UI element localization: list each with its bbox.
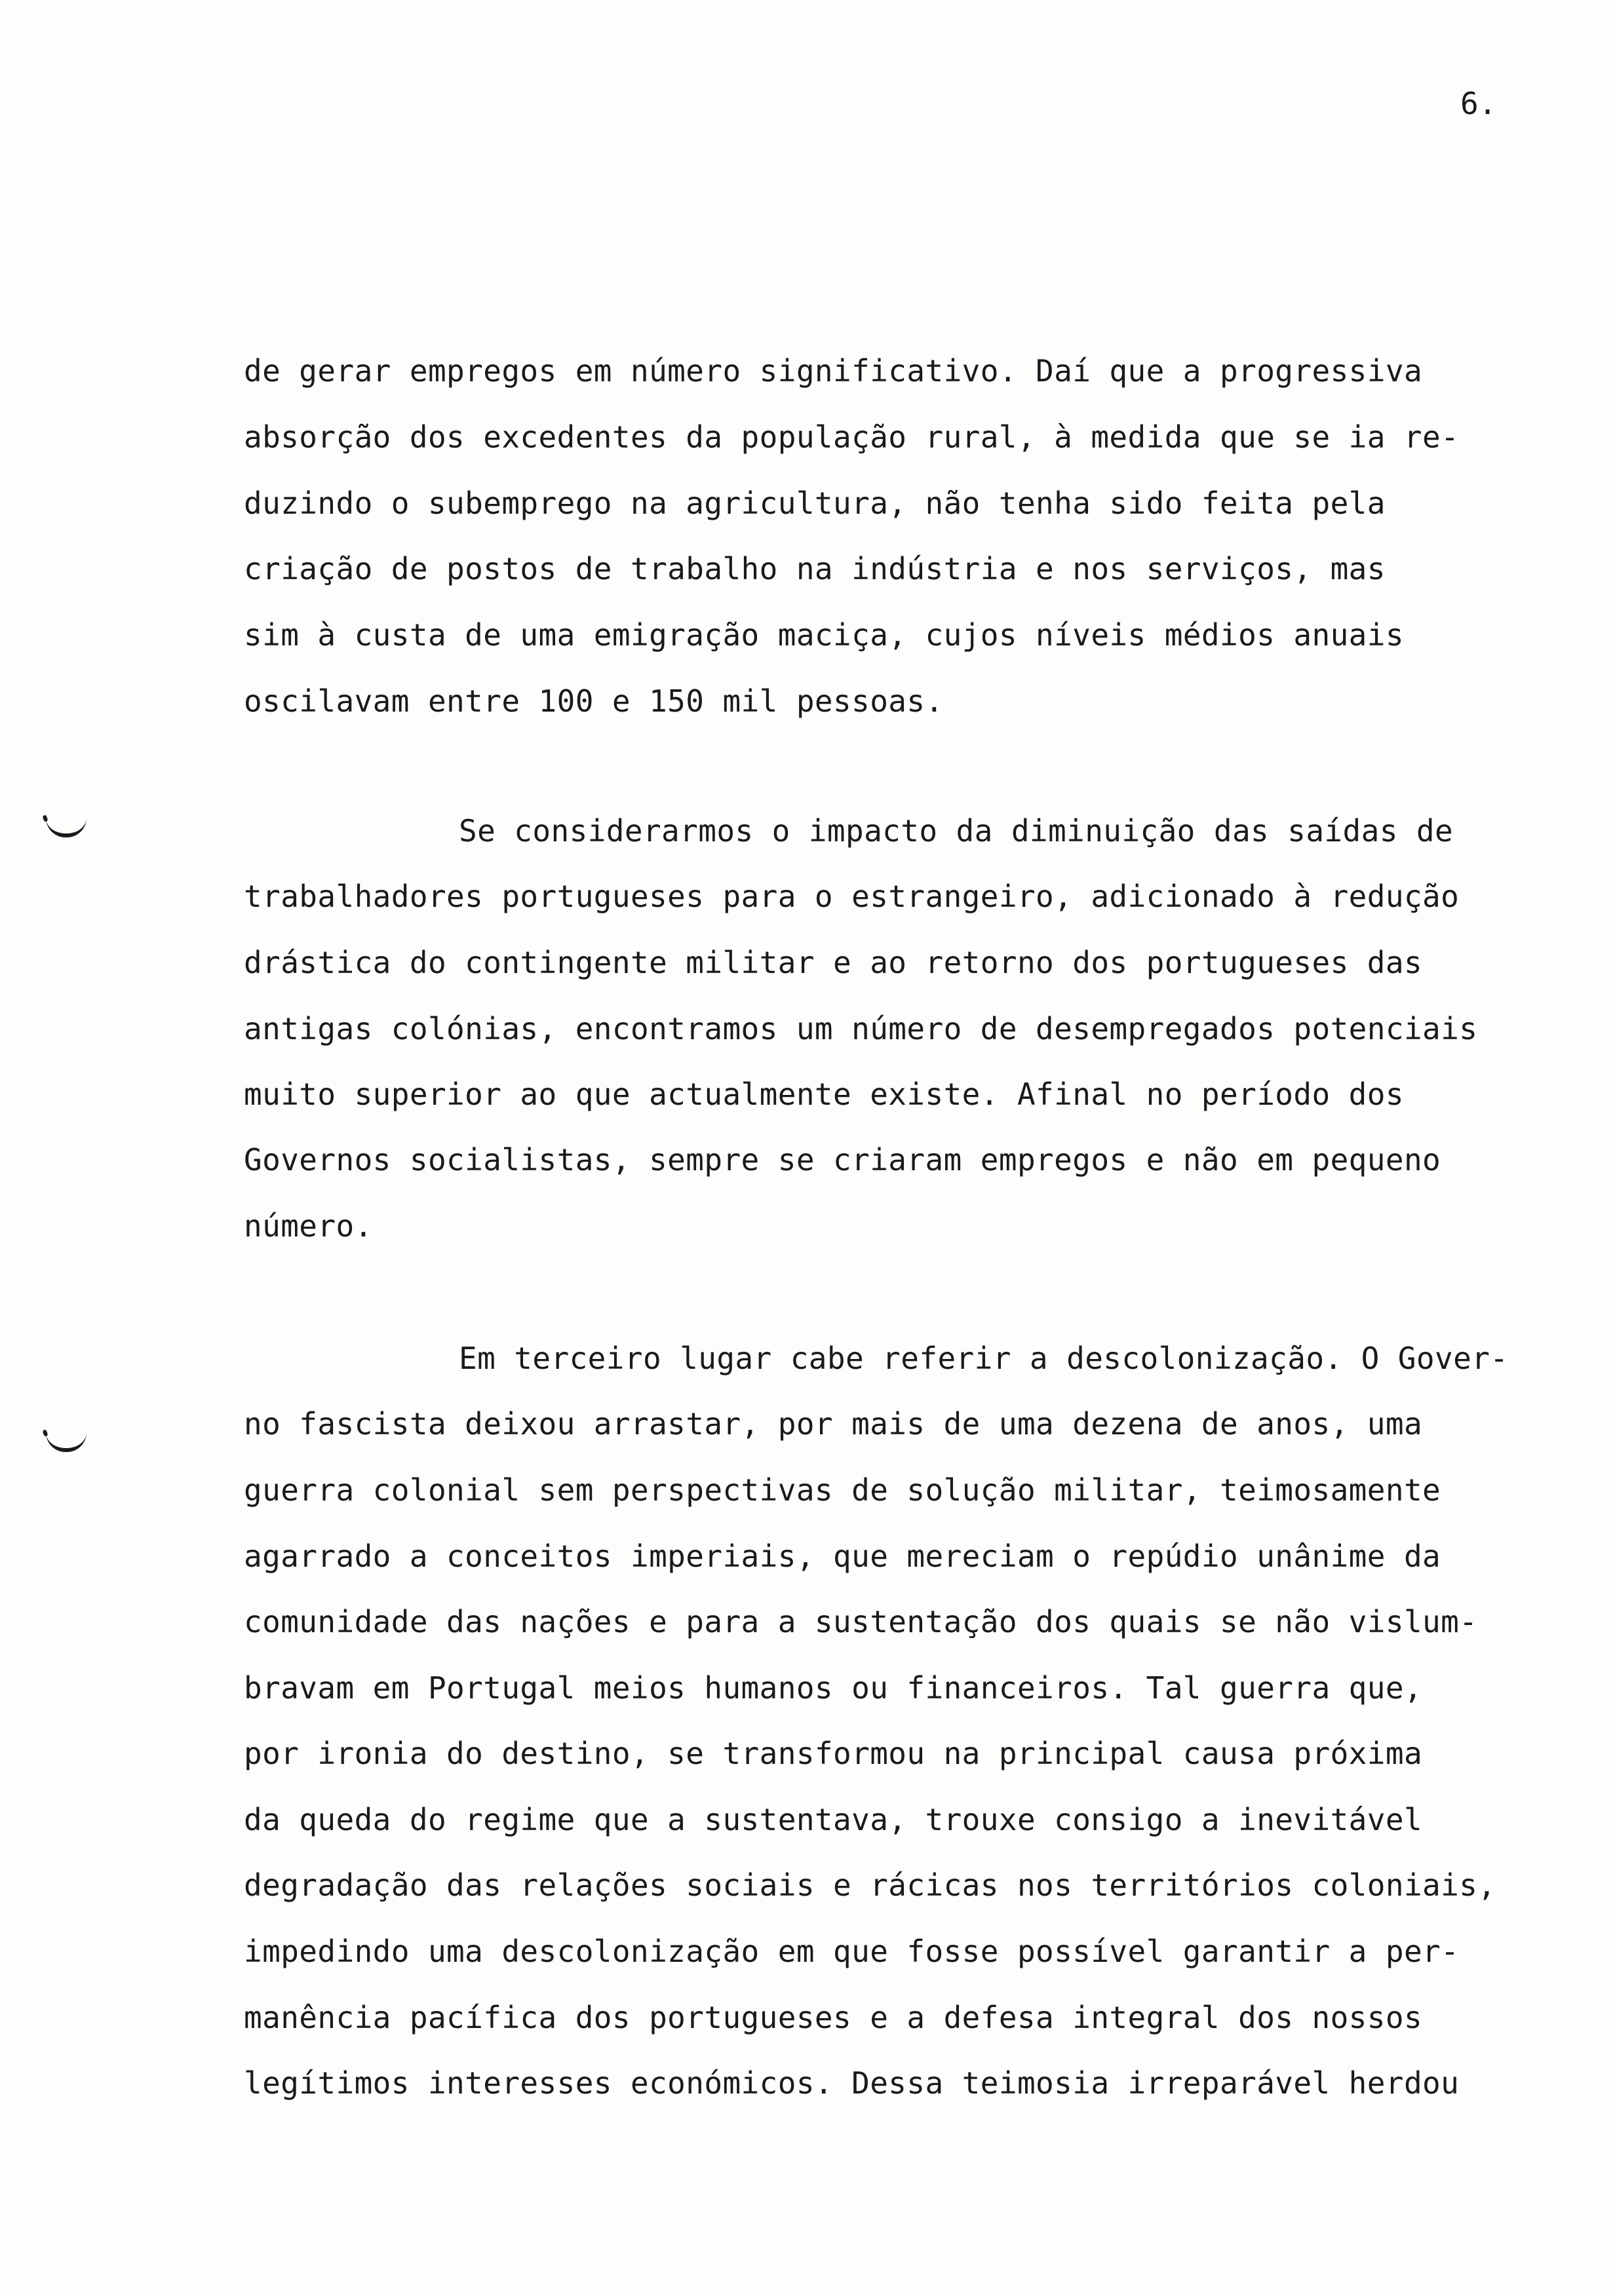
paragraph-2-line-2: trabalhadores portugueses para o estrangeiro, adicionado à redução bbox=[244, 879, 1460, 914]
paragraph-3-line-12: legítimos interesses económicos. Dessa teimosia irreparável herdou bbox=[244, 2065, 1460, 2101]
paragraph-3-line-1: Em terceiro lugar cabe referir a descolonização. O Gover- bbox=[459, 1341, 1509, 1376]
paragraph-2-line-7: número. bbox=[244, 1208, 373, 1244]
paragraph-3-line-3: guerra colonial sem perspectivas de solução militar, teimosamente bbox=[244, 1472, 1441, 1508]
paragraph-3-line-6: bravam em Portugal meios humanos ou financeiros. Tal guerra que, bbox=[244, 1670, 1423, 1706]
paragraph-3-line-10: impedindo uma descolonização em que fosse possível garantir a per- bbox=[244, 1934, 1460, 1969]
paragraph-2-line-5: muito superior ao que actualmente existe. Afinal no período dos bbox=[244, 1077, 1404, 1112]
paragraph-3-line-11: manência pacífica dos portugueses e a defesa integral dos nossos bbox=[244, 2000, 1423, 2035]
paragraph-1-line-1: de gerar empregos em número significativo. Daí que a progressiva bbox=[244, 353, 1423, 389]
paragraph-1-line-2: absorção dos excedentes da população rural, à medida que se ia re- bbox=[244, 419, 1460, 455]
paragraph-2-line-4: antigas colónias, encontramos um número de desempregados potenciais bbox=[244, 1011, 1478, 1046]
paragraph-3-line-2: no fascista deixou arrastar, por mais de uma dezena de anos, uma bbox=[244, 1406, 1423, 1442]
margin-mark bbox=[46, 1432, 87, 1452]
paragraph-1-line-4: criação de postos de trabalho na indústria e nos serviços, mas bbox=[244, 551, 1386, 586]
paragraph-2-line-1: Se considerarmos o impacto da diminuição das saídas de bbox=[459, 813, 1454, 849]
paragraph-3-line-7: por ironia do destino, se transformou na principal causa próxima bbox=[244, 1736, 1423, 1771]
paragraph-3-line-4: agarrado a conceitos imperiais, que mereciam o repúdio unânime da bbox=[244, 1539, 1441, 1574]
paragraph-2-line-6: Governos socialistas, sempre se criaram empregos e não em pequeno bbox=[244, 1142, 1441, 1177]
paragraph-3-line-9: degradação das relações sociais e rácicas nos territórios coloniais, bbox=[244, 1867, 1496, 1903]
page-number: 6. bbox=[1460, 86, 1497, 121]
margin-mark bbox=[46, 818, 87, 837]
paragraph-3-line-8: da queda do regime que a sustentava, trouxe consigo a inevitável bbox=[244, 1802, 1423, 1837]
paragraph-1-line-3: duzindo o subemprego na agricultura, não tenha sido feita pela bbox=[244, 486, 1386, 521]
paragraph-1-line-5: sim à custa de uma emigração maciça, cujos níveis médios anuais bbox=[244, 617, 1404, 653]
paragraph-2-line-3: drástica do contingente militar e ao retorno dos portugueses das bbox=[244, 945, 1423, 980]
paragraph-3-line-5: comunidade das nações e para a sustentação dos quais se não vislum- bbox=[244, 1604, 1478, 1639]
paragraph-1-line-6: oscilavam entre 100 e 150 mil pessoas. bbox=[244, 683, 944, 719]
